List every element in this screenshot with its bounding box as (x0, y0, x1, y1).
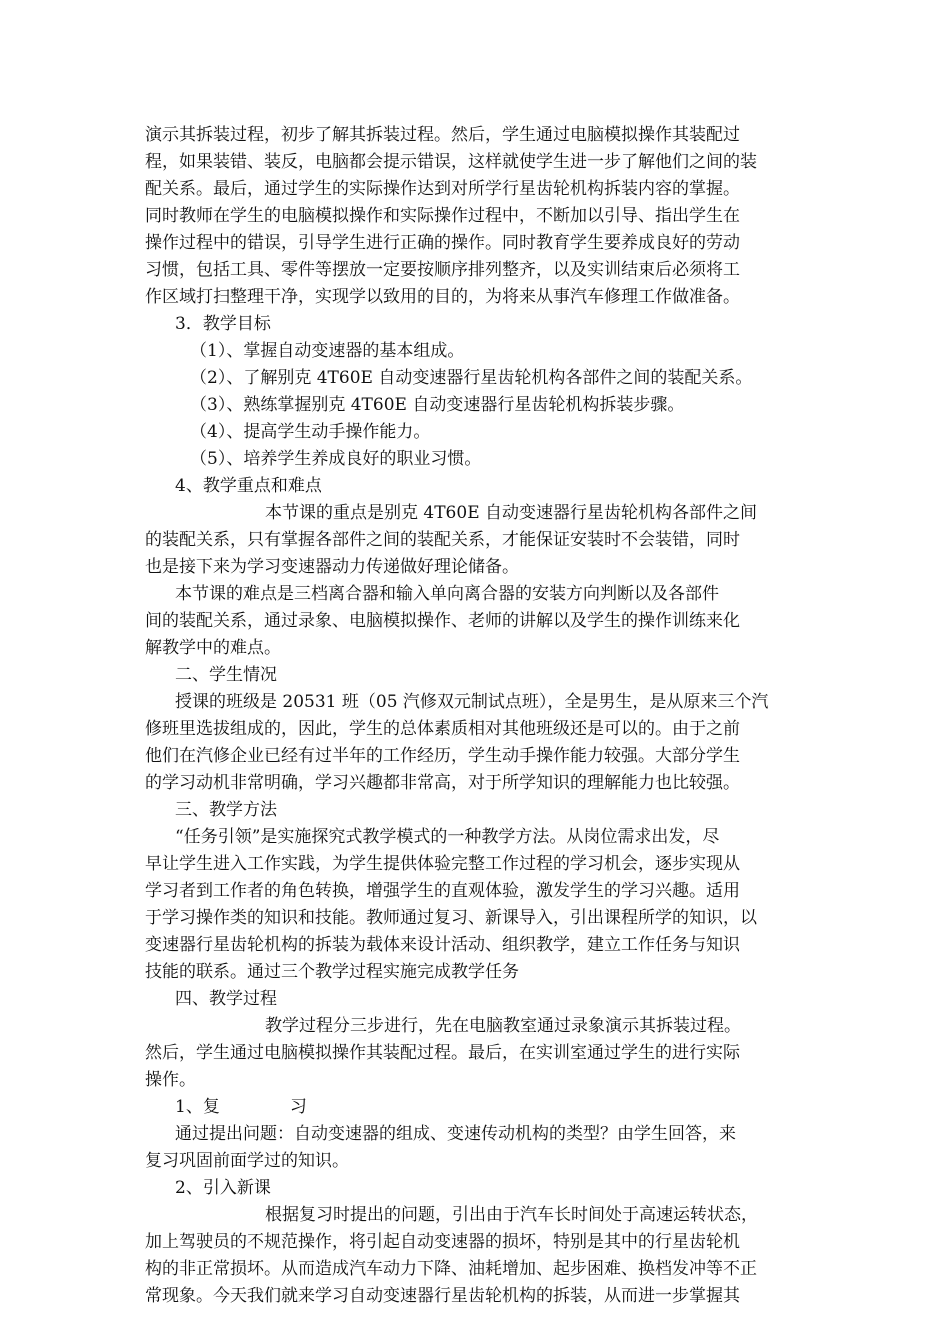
list-item: （5）、培养学生养成良好的职业习惯。 (190, 449, 482, 469)
text-line: 早让学生进入工作实践，为学生提供体验完整工作过程的学习机会，逐步实现从 (145, 854, 740, 874)
section-heading: 四、教学过程 (175, 989, 277, 1009)
text-line: 学习者到工作者的角色转换，增强学生的直观体验，激发学生的学习兴趣。适用 (145, 881, 740, 901)
text-line: 也是接下来为学习变速器动力传递做好理论储备。 (145, 557, 519, 577)
text-line: 通过提出问题：自动变速器的组成、变速传动机构的类型？由学生回答，来 (175, 1124, 736, 1144)
text-line: 程，如果装错、装反，电脑都会提示错误，这样就使学生进一步了解他们之间的装 (145, 152, 757, 172)
text-line: 构的非正常损坏。从而造成汽车动力下降、油耗增加、起步困难、换档发冲等不正 (145, 1259, 757, 1279)
list-item: （2）、了解别克 4T60E 自动变速器行星齿轮机构各部件之间的装配关系。 (190, 368, 753, 388)
text-line: 于学习操作类的知识和技能。教师通过复习、新课导入，引出课程所学的知识，以 (145, 908, 757, 928)
section-heading: 4、教学重点和难点 (175, 476, 322, 496)
subsection-heading: 2、引入新课 (175, 1178, 271, 1198)
heading-part: 1、复 (175, 1097, 220, 1117)
text-line: 作区域打扫整理干净，实现学以致用的目的，为将来从事汽车修理工作做准备。 (145, 287, 740, 307)
text-line: 本节课的难点是三档离合器和输入单向离合器的安装方向判断以及各部件 (175, 584, 719, 604)
subsection-heading (145, 1094, 810, 1121)
text-line: 解教学中的难点。 (145, 638, 281, 658)
list-item: （3）、熟练掌握别克 4T60E 自动变速器行星齿轮机构拆装步骤。 (190, 395, 685, 415)
text-line: 的学习动机非常明确，学习兴趣都非常高，对于所学知识的理解能力也比较强。 (145, 773, 740, 793)
text-line: 根据复习时提出的问题，引出由于汽车长时间处于高速运转状态， (265, 1205, 758, 1225)
text-line: 操作。 (145, 1070, 196, 1090)
text-line: 间的装配关系，通过录象、电脑模拟操作、老师的讲解以及学生的操作训练来化 (145, 611, 740, 631)
text-line: 技能的联系。通过三个教学过程实施完成教学任务 (145, 962, 519, 982)
text-line: 本节课的重点是别克 4T60E 自动变速器行星齿轮机构各部件之间 (265, 503, 758, 523)
list-item: （4）、提高学生动手操作能力。 (190, 422, 431, 442)
heading-part: 习 (289, 1097, 307, 1117)
text-line: 加上驾驶员的不规范操作，将引起自动变速器的损坏，特别是其中的行星齿轮机 (145, 1232, 740, 1252)
text-line: 修班里选拔组成的，因此，学生的总体素质相对其他班级还是可以的。由于之前 (145, 719, 740, 739)
text-line: 然后，学生通过电脑模拟操作其装配过程。最后，在实训室通过学生的进行实际 (145, 1043, 740, 1063)
section-heading: 三、教学方法 (175, 800, 277, 820)
text-line: 习惯，包括工具、零件等摆放一定要按顺序排列整齐，以及实训结束后必须将工 (145, 260, 740, 280)
text-line: 演示其拆装过程，初步了解其拆装过程。然后，学生通过电脑模拟操作其装配过 (145, 125, 740, 145)
text-line: 操作过程中的错误，引导学生进行正确的操作。同时教育学生要养成良好的劳动 (145, 233, 740, 253)
text-line: 变速器行星齿轮机构的拆装为载体来设计活动、组织教学，建立工作任务与知识 (145, 935, 740, 955)
section-heading: 3．教学目标 (175, 314, 271, 334)
text-line: 教学过程分三步进行，先在电脑教室通过录象演示其拆装过程。 (265, 1016, 741, 1036)
section-heading: 二、学生情况 (175, 665, 277, 685)
list-item: （1）、掌握自动变速器的基本组成。 (190, 341, 465, 361)
document-body (145, 122, 810, 1310)
text-line: “任务引领”是实施探究式教学模式的一种教学方法。从岗位需求出发，尽 (175, 827, 720, 847)
text-line: 配关系。最后，通过学生的实际操作达到对所学行星齿轮机构拆装内容的掌握。 (145, 179, 740, 199)
text-line: 常现象。今天我们就来学习自动变速器行星齿轮机构的拆装，从而进一步掌握其 (145, 1286, 740, 1306)
text-line: 他们在汽修企业已经有过半年的工作经历，学生动手操作能力较强。大部分学生 (145, 746, 740, 766)
text-line: 授课的班级是 20531 班（05 汽修双元制试点班），全是男生，是从原来三个汽 (175, 692, 769, 712)
text-line: 同时教师在学生的电脑模拟操作和实际操作过程中，不断加以引导、指出学生在 (145, 206, 740, 226)
text-line: 复习巩固前面学过的知识。 (145, 1151, 349, 1171)
text-line: 的装配关系，只有掌握各部件之间的装配关系，才能保证安装时不会装错，同时 (145, 530, 740, 550)
